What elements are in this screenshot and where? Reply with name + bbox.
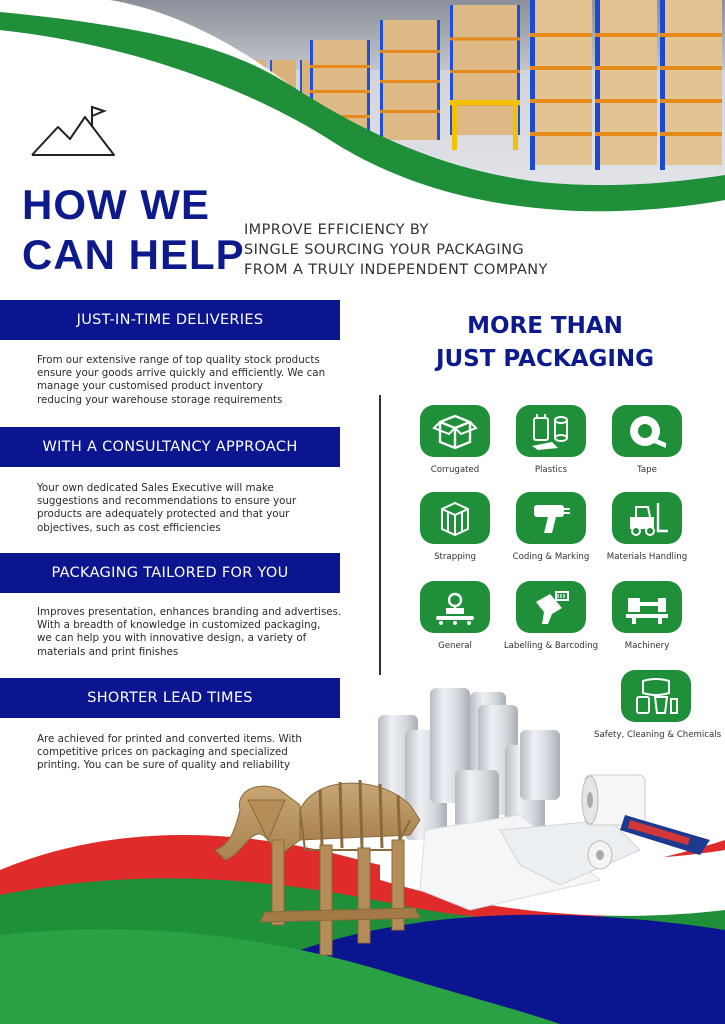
section-heading-jit: JUST-IN-TIME DELIVERIES	[0, 300, 340, 340]
product-coding-marking	[496, 492, 606, 562]
product-label: Materials Handling	[606, 552, 688, 562]
coding-gun-icon	[528, 499, 574, 537]
product-tape	[592, 405, 702, 475]
rack-beam	[530, 99, 592, 103]
vertical-divider	[379, 395, 381, 675]
product-label: Strapping	[434, 552, 476, 562]
subtitle-line-3: FROM A TRULY INDEPENDENT COMPANY	[244, 262, 548, 278]
text-line: products are adequately protected and that your	[37, 508, 290, 521]
product-corrugated	[400, 405, 510, 475]
text-line: we can help you with innovative design, a variety of	[37, 632, 307, 645]
section-text-jit	[37, 354, 347, 407]
product-label: Safety, Cleaning & Chemicals	[594, 730, 722, 740]
rack-beam	[595, 33, 657, 37]
product-machinery	[592, 581, 702, 651]
forklift-icon	[624, 499, 670, 537]
section-text-tailored	[37, 606, 347, 659]
section-heading-lead-times: SHORTER LEAD TIMES	[0, 678, 340, 718]
product-label: Tape	[637, 465, 657, 475]
section-text-consultancy	[37, 482, 347, 535]
product-label: Plastics	[534, 465, 568, 475]
product-label: Labelling & Barcoding	[503, 641, 599, 651]
rack-beam	[450, 70, 520, 73]
rack-beam	[530, 33, 592, 37]
tape-icon	[624, 412, 670, 450]
more-title-line-2: JUST PACKAGING	[435, 346, 655, 372]
text-line: Your own dedicated Sales Executive will make	[37, 482, 274, 494]
product-label: Coding & Marking	[512, 552, 590, 562]
plastics-icon	[528, 412, 574, 450]
lathe-icon	[624, 588, 670, 626]
text-line: materials and print finishes	[37, 645, 179, 658]
rack-beam	[595, 66, 657, 70]
page-title	[22, 180, 245, 280]
more-title-line-1: MORE THAN	[467, 313, 623, 339]
product-label: Machinery	[624, 641, 670, 651]
product-materials-handling	[592, 492, 702, 562]
rack-beam	[380, 110, 440, 113]
section-heading-consultancy: WITH A CONSULTANCY APPROACH	[0, 427, 340, 467]
rack-beam	[310, 65, 370, 68]
rack-beam	[310, 90, 370, 93]
text-line: ensure your goods arrive quickly and efficiently. We can	[37, 367, 326, 380]
mountain-flag-icon	[30, 105, 116, 159]
rack-beam	[380, 50, 440, 53]
barrier-rail	[450, 100, 520, 105]
strapping-icon	[432, 499, 478, 537]
subtitle-line-1: IMPROVE EFFICIENCY BY	[244, 222, 429, 238]
product-plastics	[496, 405, 606, 475]
text-line: reducing your warehouse storage requirements	[37, 393, 283, 406]
bottom-product-image	[0, 680, 725, 1024]
text-line: From our extensive range of top quality stock products	[37, 354, 320, 366]
text-line: suggestions and recommendations to ensure your	[37, 495, 297, 508]
more-than-packaging-title	[400, 310, 690, 376]
page-subtitle	[244, 220, 704, 280]
rack-beam	[660, 66, 722, 70]
label-gun-icon	[528, 588, 574, 626]
subtitle-line-2: SINGLE SOURCING YOUR PACKAGING	[244, 242, 524, 258]
text-line: With a breadth of knowledge in customized packaging,	[37, 619, 321, 632]
box-icon	[432, 412, 478, 450]
text-line: objectives, such as cost efficiencies	[37, 521, 221, 534]
text-line: printing. You can be sure of quality and reliability	[37, 759, 291, 772]
text-line: manage your customised product inventory	[37, 380, 263, 393]
text-line: Improves presentation, enhances branding and advertises.	[37, 606, 342, 618]
text-line: Are achieved for printed and converted items. With	[37, 733, 302, 745]
product-label: Corrugated	[430, 465, 480, 475]
product-general	[400, 581, 510, 651]
product-labelling-barcoding	[496, 581, 606, 651]
product-label: General	[438, 641, 472, 651]
page-title-line-2: CAN HELP	[22, 231, 245, 278]
page-title-line-1: HOW WE	[22, 181, 210, 228]
conveyor-icon	[432, 588, 478, 626]
rack-beam	[595, 99, 657, 103]
barrier-post	[452, 100, 457, 150]
text-line: competitive prices on packaging and specialized	[37, 746, 288, 759]
section-heading-tailored: PACKAGING TAILORED FOR YOU	[0, 553, 340, 593]
rack-beam	[450, 38, 520, 41]
rack-beam	[530, 66, 592, 70]
rack-beam	[660, 33, 722, 37]
product-strapping	[400, 492, 510, 562]
rack-beam	[380, 80, 440, 83]
